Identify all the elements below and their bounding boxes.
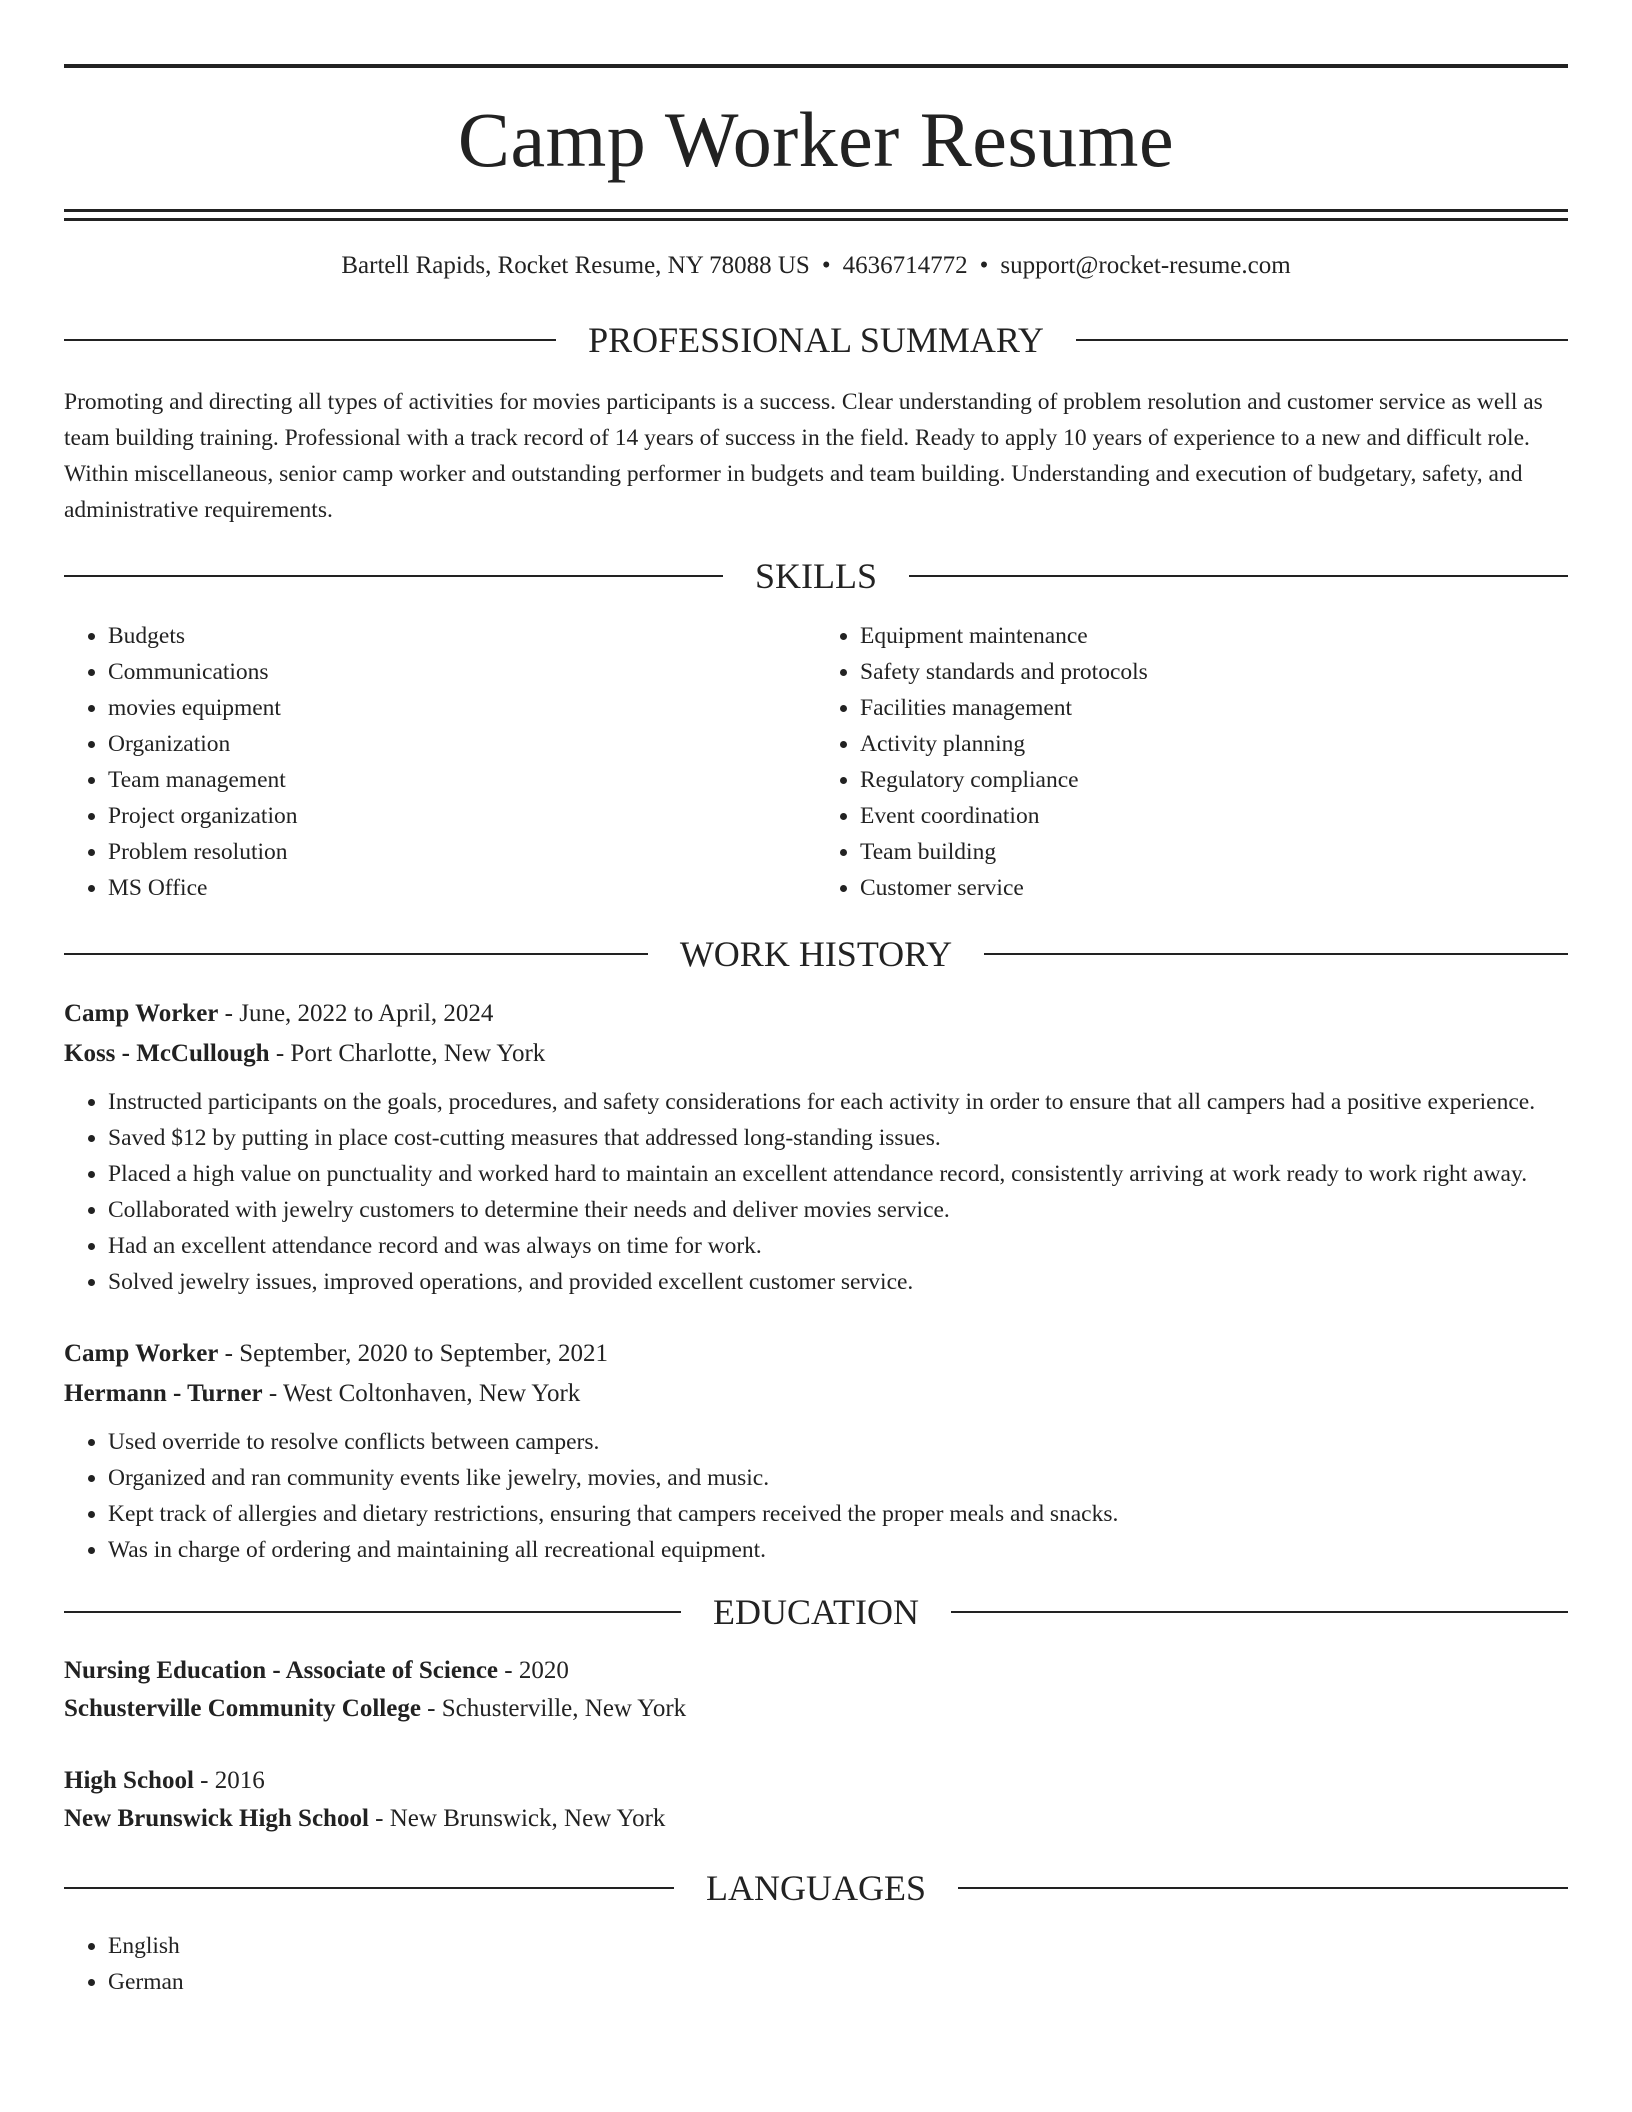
education-degree: Nursing Education - Associate of Science <box>64 1657 499 1684</box>
section-rule <box>64 1887 674 1889</box>
contact-email: support@rocket-resume.com <box>1000 252 1291 279</box>
contact-separator: • <box>979 252 989 279</box>
education-degree-line <box>64 1652 1568 1690</box>
skills-list-left <box>64 618 816 906</box>
job-bullet: • Was in charge of ordering and maintaining all recreational equipment. <box>108 1532 1568 1568</box>
job-title-line <box>64 994 1568 1034</box>
job-bullet: • Placed a high value on punctuality and worked hard to maintain an excellent attendance record, consistently arriving at work ready to work right away. <box>108 1156 1568 1192</box>
job-entry <box>64 994 1568 1300</box>
language-item: • English <box>108 1928 1568 1964</box>
summary-text: Promoting and directing all types of activities for movies participants is a success. Clear understanding of problem resolution and customer service as well as team building training. Professional with a track record of 14 years of success in the field. Ready to apply 10 years of experience to a new and difficult role. Within miscellaneous, senior camp worker and outstanding performer in budgets and team building. Understanding and execution of budgetary, safety, and administrative requirements. <box>64 389 1543 523</box>
contact-separator: • <box>821 252 831 279</box>
job-company-line <box>64 1034 1568 1074</box>
section-header-skills <box>64 558 1568 594</box>
languages-list <box>64 1928 1568 2000</box>
education-school-line <box>64 1690 1568 1728</box>
resume-title: Camp Worker Resume <box>457 96 1175 183</box>
job-bullets <box>64 1084 1568 1300</box>
section-title: SKILLS <box>755 556 878 596</box>
section-rule <box>958 1887 1568 1889</box>
job-location: - Port Charlotte, New York <box>269 1040 546 1067</box>
skill-item: • Team building <box>860 834 1568 870</box>
section-rule <box>909 575 1568 577</box>
education-degree: High School <box>64 1767 194 1794</box>
section-rule <box>64 953 648 955</box>
contact-address: Bartell Rapids, Rocket Resume, NY 78088 US <box>341 252 810 279</box>
job-bullet: • Had an excellent attendance record and was always on time for work. <box>108 1228 1568 1264</box>
job-bullet: • Solved jewelry issues, improved operations, and provided excellent customer service. <box>108 1264 1568 1300</box>
contact-line <box>64 253 1568 278</box>
education-location: - Schusterville, New York <box>420 1695 687 1722</box>
section-rule <box>951 1611 1568 1613</box>
education-entry <box>64 1762 1568 1838</box>
top-rule <box>64 64 1568 68</box>
section-header-languages <box>64 1870 1568 1906</box>
section-title: WORK HISTORY <box>679 934 953 974</box>
skill-item: • Facilities management <box>860 690 1568 726</box>
job-location: - West Coltonhaven, New York <box>262 1380 581 1407</box>
job-dates: - June, 2022 to April, 2024 <box>218 1000 494 1027</box>
section-header-summary <box>64 322 1568 358</box>
section-rule <box>1076 339 1568 341</box>
skill-item: • Activity planning <box>860 726 1568 762</box>
section-header-education <box>64 1594 1568 1630</box>
section-header-work <box>64 936 1568 972</box>
skill-item: • Project organization <box>108 798 816 834</box>
language-item: • German <box>108 1964 1568 2000</box>
section-rule <box>64 339 556 341</box>
education-school-line <box>64 1800 1568 1838</box>
job-title: Camp Worker <box>64 1340 219 1367</box>
job-bullet: • Organized and ran community events like jewelry, movies, and music. <box>108 1460 1568 1496</box>
section-rule <box>984 953 1568 955</box>
job-entry <box>64 1334 1568 1568</box>
skill-item: • Problem resolution <box>108 834 816 870</box>
education-entry <box>64 1652 1568 1728</box>
skill-item: • Equipment maintenance <box>860 618 1568 654</box>
education-school: New Brunswick High School <box>64 1805 369 1832</box>
skill-item: • Communications <box>108 654 816 690</box>
education-year: - 2016 <box>193 1767 265 1794</box>
contact-phone: 4636714772 <box>842 252 968 279</box>
skill-item: • MS Office <box>108 870 816 906</box>
skill-item: • Regulatory compliance <box>860 762 1568 798</box>
title-double-rule <box>64 209 1568 221</box>
education-location: - New Brunswick, New York <box>368 1805 666 1832</box>
skill-item: • Organization <box>108 726 816 762</box>
skills-columns <box>64 618 1568 906</box>
job-bullet: • Collaborated with jewelry customers to determine their needs and deliver movies service. <box>108 1192 1568 1228</box>
job-bullet: • Instructed participants on the goals, procedures, and safety considerations for each activity in order to ensure that all campers had a positive experience. <box>108 1084 1568 1120</box>
skills-list-right <box>816 618 1568 906</box>
job-bullet: • Saved $12 by putting in place cost-cutting measures that addressed long-standing issues. <box>108 1120 1568 1156</box>
job-bullet: • Used override to resolve conflicts between campers. <box>108 1424 1568 1460</box>
job-bullet: • Kept track of allergies and dietary restrictions, ensuring that campers received the proper meals and snacks. <box>108 1496 1568 1532</box>
skill-item: • Budgets <box>108 618 816 654</box>
skill-item: • Safety standards and protocols <box>860 654 1568 690</box>
job-dates: - September, 2020 to September, 2021 <box>218 1340 608 1367</box>
skill-item: • Customer service <box>860 870 1568 906</box>
job-company: Hermann - Turner <box>64 1380 263 1407</box>
section-title: PROFESSIONAL SUMMARY <box>588 320 1044 360</box>
job-title-line <box>64 1334 1568 1374</box>
section-title: EDUCATION <box>713 1592 919 1632</box>
section-title: LANGUAGES <box>706 1868 926 1908</box>
education-year: - 2020 <box>498 1657 569 1684</box>
job-title: Camp Worker <box>64 1000 219 1027</box>
section-rule <box>64 1611 681 1613</box>
job-company: Koss - McCullough <box>64 1040 270 1067</box>
education-degree-line <box>64 1762 1568 1800</box>
skill-item: • Event coordination <box>860 798 1568 834</box>
job-bullets <box>64 1424 1568 1568</box>
section-rule <box>64 575 723 577</box>
job-company-line <box>64 1374 1568 1414</box>
skill-item: • movies equipment <box>108 690 816 726</box>
skill-item: • Team management <box>108 762 816 798</box>
education-school: Schusterville Community College <box>64 1695 421 1722</box>
